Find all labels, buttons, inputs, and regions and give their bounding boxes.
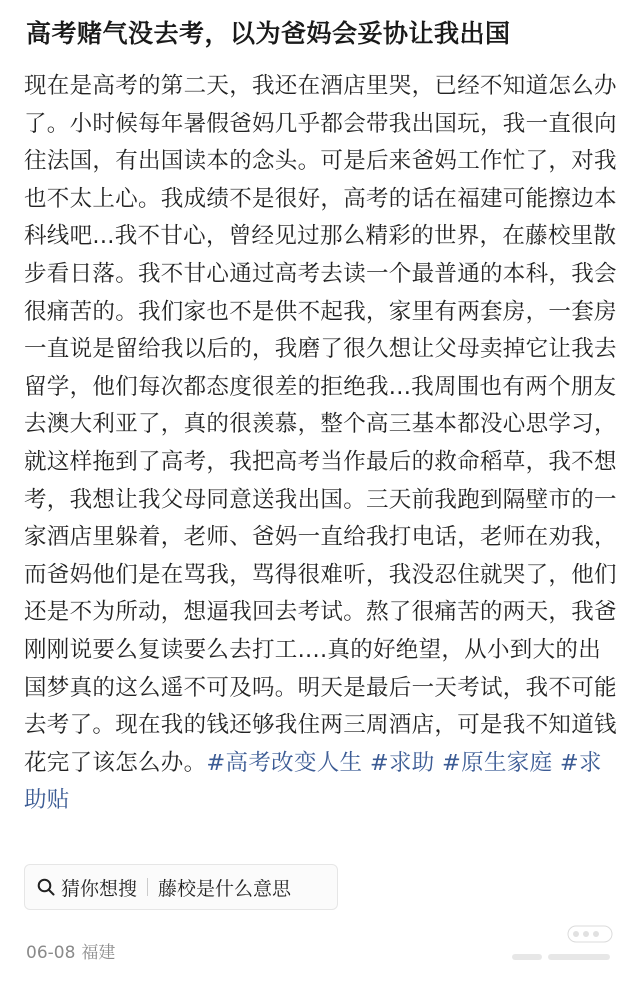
search-suggestion-query[interactable]: 藤校是什么意思 bbox=[158, 877, 292, 900]
divider bbox=[147, 878, 148, 896]
search-suggestion-label: 猜你想搜 bbox=[61, 877, 138, 900]
post-body bbox=[24, 68, 622, 820]
hashtag-gaokao[interactable]: #高考改变人生 bbox=[206, 749, 363, 776]
post-meta bbox=[26, 938, 115, 963]
watermark-logo-icon bbox=[506, 924, 616, 972]
search-suggestion[interactable] bbox=[24, 864, 338, 910]
post-title: 高考赌气没去考，以为爸妈会妥协让我出国 bbox=[26, 19, 511, 48]
hashtag-help-post[interactable]: #求助贴 bbox=[24, 749, 602, 814]
search-icon bbox=[37, 878, 55, 896]
post-date: 06-08 bbox=[26, 943, 76, 963]
post-location: 福建 bbox=[81, 943, 116, 963]
post-body-text: 现在是高考的第二天，我还在酒店里哭，已经不知道怎么办了。小时候每年暑假爸妈几乎都会带我出国玩，我一直很向往法国，有出国读本的念头。可是后来爸妈工作忙了，对我也不太上心。我成绩不是很好，高考的话在福建可能擦边本科线吧...我不甘心，曾经见过那么精彩的世界，在藤校里散步看日落。我不甘心通过高考去读一个最普通的本科，我会很痛苦的。我们家也不是供不起我，家里有两套房，一套房一直说是留给我以后的，我磨了很久想让父母卖掉它让我去留学，他们每次都态度很差的拒绝我...我周围也有两个朋友去澳大利亚了，真的很羡慕，整个高三基本都没心思学习，就这样拖到了高考，我把高考当作最后的救命稻草，我不想考，我想让我父母同意送我出国。三天前我跑到隔壁市的一家酒店里躲着，老师、爸妈一直给我打电话，老师在劝我，而爸妈他们是在骂我，骂得很难听，我没忍住就哭了，他们还是不为所动，想逼我回去考试。熬了很痛苦的两天，我爸刚刚说要么复读要么去打工....真的好绝望，从小到大的出国梦真的这么遥不可及吗。明天是最后一天考试，我不可能去考了。现在我的钱还够我住两三周酒店，可是我不知道钱花完了该怎么办。 bbox=[24, 73, 617, 776]
hashtag-help[interactable]: #求助 bbox=[369, 749, 435, 776]
hashtag-family[interactable]: #原生家庭 bbox=[442, 749, 553, 776]
